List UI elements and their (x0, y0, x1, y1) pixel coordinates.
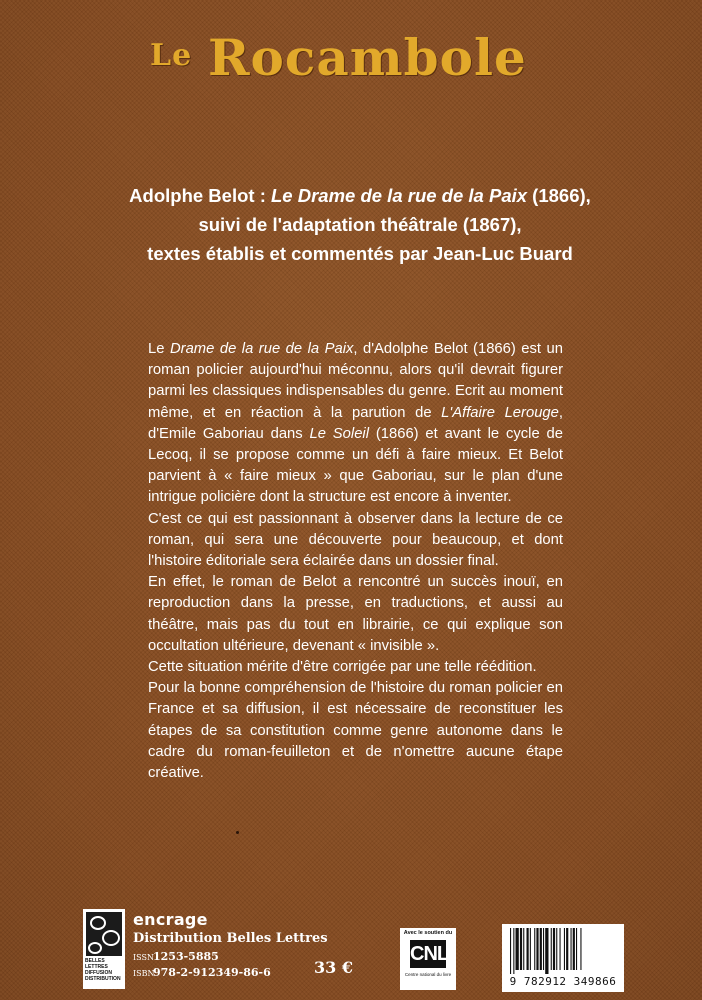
issn-line: ISSN1253-5885 (133, 950, 219, 963)
publisher-name: encrage (133, 910, 208, 929)
isbn-line: ISBN978-2-912349-86-6 (133, 966, 271, 979)
distribution-line: Distribution Belles Lettres (133, 931, 328, 946)
publisher-logo-art (86, 912, 122, 956)
book-subtitle (80, 181, 640, 268)
series-masthead (150, 28, 550, 94)
masthead-prefix: Le (150, 38, 193, 73)
masthead-title: Rocambole (208, 28, 527, 87)
blurb-paragraph-4: Cette situation mérite d'être corrigée par une telle réédition. (148, 659, 537, 676)
cnl-logo-box (400, 928, 456, 990)
subtitle-line-2: suivi de l'adaptation théâtrale (1867), (198, 214, 522, 235)
barcode-bars (510, 928, 616, 974)
subtitle-line-3: textes établis et commentés par Jean-Luc Buard (147, 243, 573, 264)
isbn-barcode (502, 924, 624, 992)
subtitle-line-1 (80, 181, 640, 210)
cnl-caption: Centre national du livre (404, 972, 452, 977)
author-name: Adolphe Belot : (129, 185, 271, 206)
blurb-paragraph-5: Pour la bonne compréhension de l'histoire du roman policier en France et sa diffusion, il est nécessaire de reconstituer les étapes de sa constitution comme genre autonome dans le cadre du roman-feuilleton et de n'omettre aucune étape créative. (148, 680, 563, 782)
publisher-logo (83, 909, 125, 989)
blurb-paragraph-1: Le Drame de la rue de la Paix, d'Adolphe Belot (1866) est un roman policier aujourd'hui méconnu, alors qu'il devrait figurer parmi les classiques indispensables du genre. Ecrit au moment même, et en réaction à la parution de L'Affaire Lerouge, d'Emile Gaboriau dans Le Soleil (1866) et avant le cycle de Lecoq, il se propose comme un défi à faire mieux. Et Belot parvient à « faire mieux » que Gaboriau, sur le plan d'une intrigue policière dont la structure est encore à inventer. (148, 341, 564, 506)
blurb-text (148, 339, 563, 784)
cnl-logo: CNL (410, 940, 446, 968)
book-year: (1866), (527, 185, 591, 206)
speck-mark (236, 831, 239, 834)
blurb-paragraph-2: C'est ce qui est passionnant à observer dans la lecture de ce roman, qui sera une découverte pour beaucoup, et dont l'histoire éditoriale sera éclairée dans un dossier final. (148, 510, 563, 570)
price-label: 33 € (314, 958, 353, 977)
barcode-number: 9 782912 349866 (509, 975, 617, 988)
book-title: Le Drame de la rue de la Paix (271, 185, 528, 206)
cnl-support-text: Avec le soutien du (403, 930, 453, 936)
publisher-logo-text: BELLES LETTRES DIFFUSION DISTRIBUTION (85, 958, 121, 982)
publisher-info (133, 911, 333, 981)
blurb-paragraph-3: En effet, le roman de Belot a rencontré un succès inouï, en reproduction dans la presse, en traductions, et aussi au théâtre, mais pas du tout en librairie, ce qui explique son occultation ultérieure, devenant « invisible ». (148, 574, 563, 654)
